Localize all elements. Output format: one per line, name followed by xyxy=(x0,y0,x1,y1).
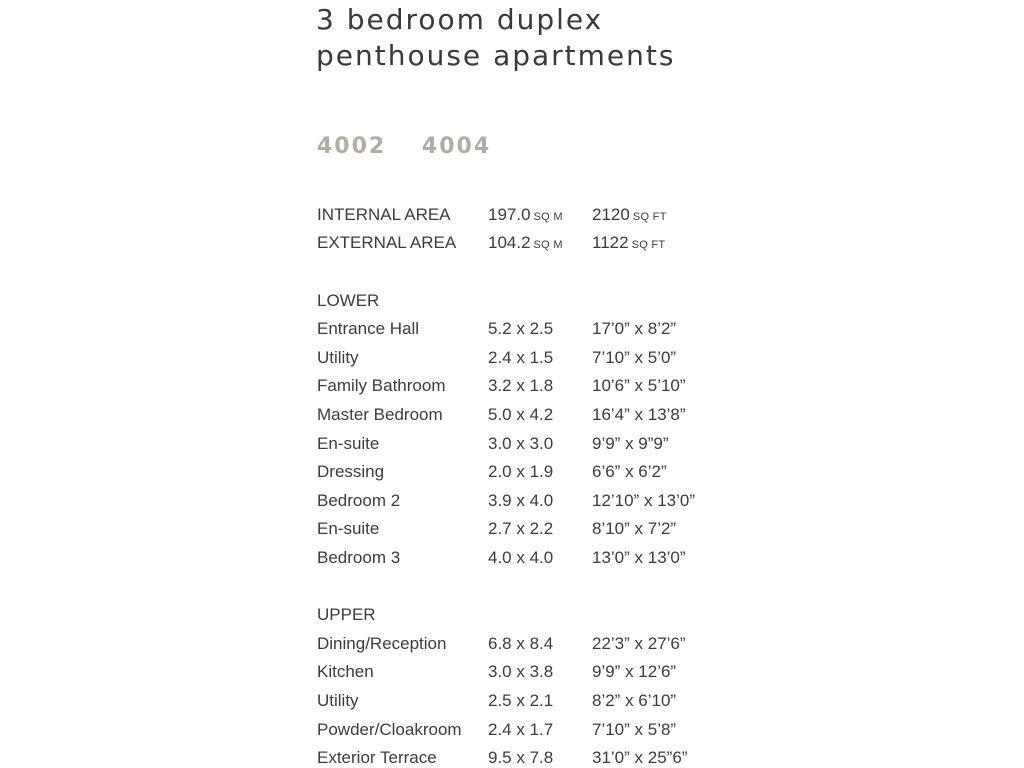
area-imperial-unit: SQ FT xyxy=(631,239,666,251)
section-heading-lower: LOWER xyxy=(317,291,380,310)
area-metric: 197.0 SQ M xyxy=(488,205,563,224)
room-metric: 4.0 x 4.0 xyxy=(488,548,554,567)
room-name: Kitchen xyxy=(317,662,374,681)
section-heading-upper: UPPER xyxy=(317,605,376,624)
room-imperial: 13’0” x 13’0” xyxy=(592,548,686,567)
room-imperial: 7’10” x 5’0” xyxy=(592,348,677,367)
unit-numbers xyxy=(317,134,491,159)
area-imperial: 2120 SQ FT xyxy=(592,205,667,224)
room-name: Family Bathroom xyxy=(317,376,446,395)
area-metric-unit: SQ M xyxy=(533,239,563,251)
room-name: Exterior Terrace xyxy=(317,748,437,767)
unit-number: 4002 xyxy=(317,134,387,159)
room-imperial: 8’10” x 7’2” xyxy=(592,519,677,538)
room-metric: 3.9 x 4.0 xyxy=(488,491,554,510)
area-imperial: 1122 SQ FT xyxy=(592,233,666,252)
room-imperial: 31’0” x 25”6” xyxy=(592,748,688,767)
room-metric: 5.0 x 4.2 xyxy=(488,405,554,424)
area-metric-unit: SQ M xyxy=(533,211,563,223)
room-name: Utility xyxy=(317,348,359,367)
room-imperial: 16’4” x 13’8” xyxy=(592,405,686,424)
room-name: En-suite xyxy=(317,519,380,538)
room-name: Entrance Hall xyxy=(317,319,420,338)
room-name: Master Bedroom xyxy=(317,405,443,424)
room-imperial: 12’10” x 13’0” xyxy=(592,491,696,510)
room-imperial: 6’6” x 6’2” xyxy=(592,462,667,481)
room-imperial: 7’10” x 5’8” xyxy=(592,720,677,739)
room-imperial: 9’9” x 12’6” xyxy=(592,662,677,681)
unit-number: 4004 xyxy=(421,134,492,159)
area-label: EXTERNAL AREA xyxy=(317,233,457,252)
room-metric: 3.0 x 3.8 xyxy=(488,662,554,681)
room-metric: 2.0 x 1.9 xyxy=(488,462,554,481)
title-line-1: 3 bedroom duplex xyxy=(316,3,604,36)
room-name: Utility xyxy=(317,691,359,710)
room-metric: 3.0 x 3.0 xyxy=(488,434,554,453)
room-imperial: 22’3” x 27’6” xyxy=(592,634,686,653)
room-metric: 2.4 x 1.5 xyxy=(488,348,554,367)
area-imperial-unit: SQ FT xyxy=(632,211,667,223)
room-name: Dining/Reception xyxy=(317,634,447,653)
room-metric: 3.2 x 1.8 xyxy=(488,376,554,395)
title-line-2: penthouse apartments xyxy=(316,39,676,72)
room-name: Bedroom 3 xyxy=(317,548,401,567)
room-metric: 9.5 x 7.8 xyxy=(488,748,554,767)
room-name: En-suite xyxy=(317,434,380,453)
room-metric: 5.2 x 2.5 xyxy=(488,319,554,338)
room-imperial: 17’0” x 8’2” xyxy=(592,319,677,338)
room-name: Bedroom 2 xyxy=(317,491,401,510)
room-name: Powder/Cloakroom xyxy=(317,720,462,739)
area-label: INTERNAL AREA xyxy=(317,205,451,224)
room-metric: 6.8 x 8.4 xyxy=(488,634,554,653)
room-name: Dressing xyxy=(317,462,385,481)
area-metric: 104.2 SQ M xyxy=(488,233,563,252)
room-metric: 2.5 x 2.1 xyxy=(488,691,554,710)
room-metric: 2.4 x 1.7 xyxy=(488,720,554,739)
room-metric: 2.7 x 2.2 xyxy=(488,519,554,538)
page-title xyxy=(316,2,675,74)
room-imperial: 10’6” x 5’10” xyxy=(592,376,686,395)
room-imperial: 9’9” x 9”9” xyxy=(592,434,669,453)
room-imperial: 8’2” x 6’10” xyxy=(592,691,677,710)
